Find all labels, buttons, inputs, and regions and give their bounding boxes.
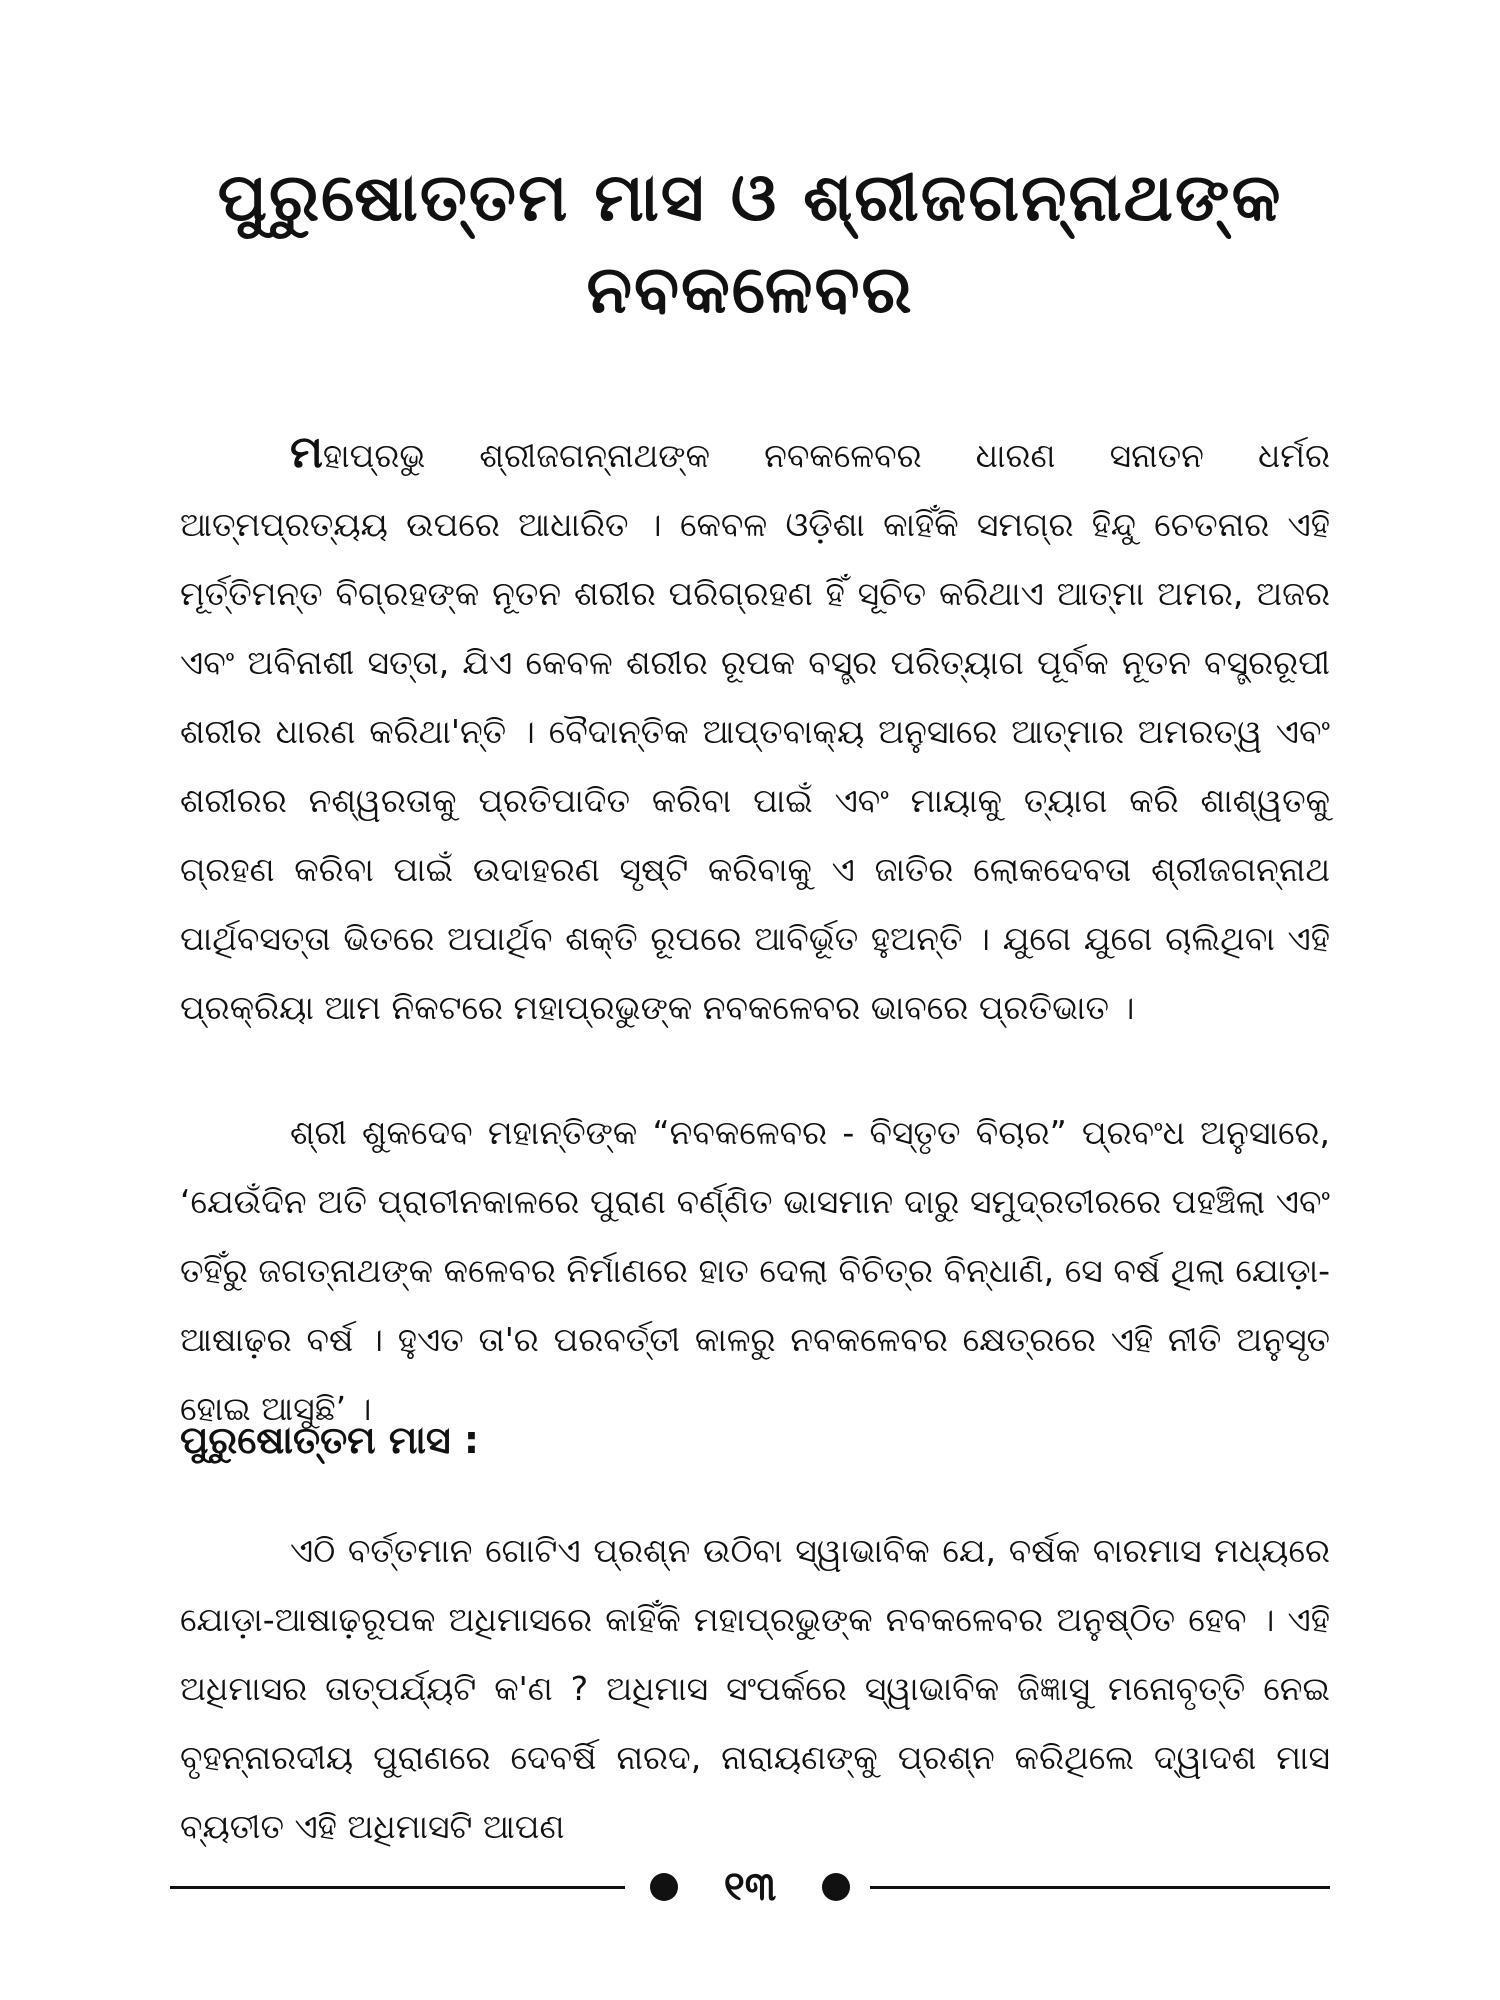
paragraph-intro	[180, 418, 1330, 1042]
paragraph-intro-text: ହାପ୍ରଭୁ ଶ୍ରୀଜଗନ୍ନାଥଙ୍କ ନବକଳେବର ଧାରଣ ସନାତନ ଧର୍ମର ଆତ୍ମପ୍ରତ୍ୟୟ ଉପରେ ଆଧାରିତ । କେବଳ ଓଡ଼ିଶା କାହିଁକି ସମଗ୍ର ହିନ୍ଦୁ ଚେତନାର ଏହି ମୂର୍ତ୍ତିମନ୍ତ ବିଗ୍ରହଙ୍କ ନୂତନ ଶରୀର ପରିଗ୍ରହଣ ହିଁ ସୂଚିତ କରିଥାଏ ଆତ୍ମା ଅମର, ଅଜର ଏବଂ ଅବିନାଶୀ ସତ୍ତା, ଯିଏ କେବଳ ଶରୀର ରୂପକ ବସ୍ତ୍ର ପରିତ୍ୟାଗ ପୂର୍ବକ ନୂତନ ବସ୍ତ୍ରରୂପୀ ଶରୀର ଧାରଣ କରିଥା'ନ୍ତି । ବୈଦାନ୍ତିକ ଆପ୍ତବାକ୍ୟ ଅନୁସାରେ ଆତ୍ମାର ଅମରତ୍ୱ ଏବଂ ଶରୀରର ନଶ୍ୱରତାକୁ ପ୍ରତିପାଦିତ କରିବା ପାଇଁ ଏବଂ ମାୟାକୁ ତ୍ୟାଗ କରି ଶାଶ୍ୱତକୁ ଗ୍ରହଣ କରିବା ପାଇଁ ଉଦାହରଣ ସୃଷ୍ଟି କରିବାକୁ ଏ ଜାତିର ଲୋକଦେବତା ଶ୍ରୀଜଗନ୍ନାଥ ପାର୍ଥିବସତ୍ତା ଭିତରେ ଅପାର୍ଥିବ ଶକ୍ତି ରୂପରେ ଆବିର୍ଭୂତ ହୁଅନ୍ତି । ଯୁଗେ ଯୁଗେ ଚାଲିଥିବା ଏହି ପ୍ରକ୍ରିୟା ଆମ ନିକଟରେ ମହାପ୍ରଭୁଙ୍କ ନବକଳେବର ଭାବରେ ପ୍ରତିଭାତ ।	[180, 436, 1330, 1027]
page-title-line1: ପୁରୁଷୋତ୍ତମ ମାସ ଓ ଶ୍ରୀଜଗନ୍ନାଥଙ୍କ	[217, 159, 1283, 236]
page-footer	[170, 1862, 1330, 1912]
section-heading: ପୁରୁଷୋତ୍ତମ ମାସ :	[180, 1418, 480, 1462]
paragraph-quote: ଶ୍ରୀ ଶୁକଦେବ ମହାନ୍ତିଙ୍କ “ନବକଳେବର - ବିସ୍ତୃତ ବିଚାର” ପ୍ରବଂଧ ଅନୁସାରେ, ‘ଯେଉଁଦିନ ଅତି ପ୍ରାଚୀନକାଳରେ ପୁରାଣ ବର୍ଣ୍ଣିତ ଭାସମାନ ଦାରୁ ସମୁଦ୍ରତୀରରେ ପହଞ୍ଚିଲା ଏବଂ ତହିଁରୁ ଜଗତ୍‌ନାଥଙ୍କ କଳେବର ନିର୍ମାଣରେ ହାତ ଦେଲା ବିଚିତ୍ର ବିନ୍ଧାଣି, ସେ ବର୍ଷ ଥିଲା ଯୋଡ଼ା-ଆଷାଢ଼ର ବର୍ଷ । ହୁଏତ ତା'ର ପରବର୍ତ୍ତୀ କାଳରୁ ନବକଳେବର କ୍ଷେତ୍ରରେ ଏହି ନୀତି ଅନୁସୃତ ହୋଇ ଆସୁଛି’ ।	[180, 1113, 1330, 1428]
footer-rule-right	[870, 1886, 1330, 1889]
footer-rule-left	[170, 1886, 625, 1889]
footer-bullet-left	[650, 1873, 678, 1901]
paragraph-section: ଏଠି ବର୍ତ୍ତମାନ ଗୋଟିଏ ପ୍ରଶ୍ନ ଉଠିବା ସ୍ୱାଭାବିକ ଯେ, ବର୍ଷକ ବାରମାସ ମଧ୍ୟରେ ଯୋଡ଼ା-ଆଷାଢ଼ରୂପକ ଅଧିମାସରେ କାହିଁକି ମହାପ୍ରଭୁଙ୍କ ନବକଳେବର ଅନୁଷ୍ଠିତ ହେବ । ଏହି ଅଧିମାସର ତାତ୍ପର୍ଯ୍ୟଟି କ'ଣ ? ଅଧିମାସ ସଂପର୍କରେ ସ୍ୱାଭାବିକ ଜିଜ୍ଞାସୁ ମନୋବୃତ୍ତି ନେଇ ବୃହନ୍ନାରଦୀୟ ପୁରାଣରେ ଦେବର୍ଷି ନାରଦ, ନାରାୟଣଙ୍କୁ ପ୍ରଶ୍ନ କରିଥିଲେ ଦ୍ୱାଦଶ ମାସ ବ୍ୟତୀତ ଏହି ଅଧିମାସଟି ଆପଣ	[180, 1531, 1330, 1846]
page-title-line2: ନବକଳେବର	[586, 251, 914, 328]
page-number: ୧୩	[723, 1864, 777, 1910]
drop-cap: ମ	[290, 427, 323, 478]
footer-bullet-right	[822, 1873, 850, 1901]
